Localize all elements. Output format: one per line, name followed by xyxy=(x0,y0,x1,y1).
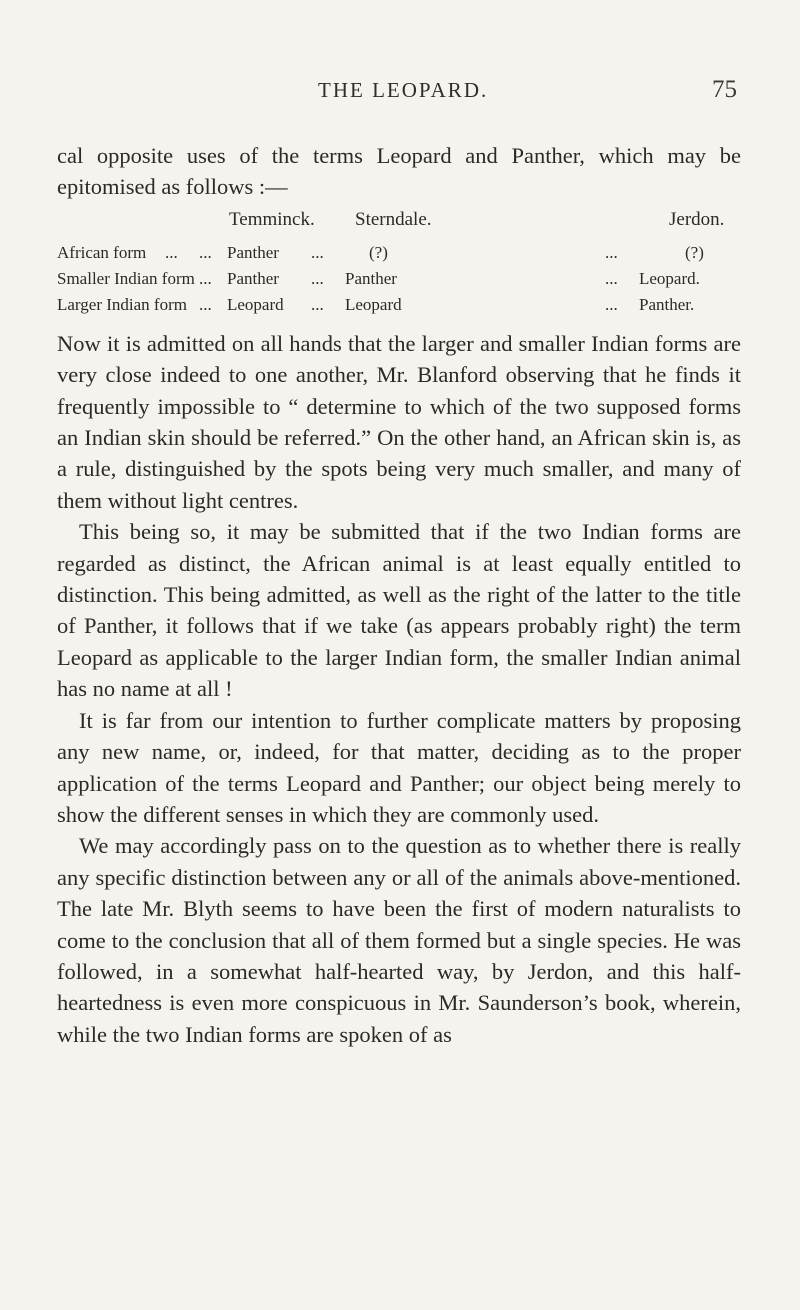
dot-leader: ... xyxy=(199,268,212,288)
dot-leader: ... xyxy=(311,268,324,288)
row-label: Smaller Indian form xyxy=(57,268,195,288)
cell-jerdon: (?) xyxy=(685,242,704,262)
cell-jerdon: Leopard. xyxy=(639,268,700,288)
dot-leader: ... xyxy=(199,242,212,262)
cell-temminck: Panther xyxy=(227,242,279,262)
row-label: African form xyxy=(57,242,147,262)
column-header-jerdon: Jerdon. xyxy=(669,208,725,230)
cell-temminck: Leopard xyxy=(227,294,284,314)
paragraph: This being so, it may be submitted that if the two Indian forms are regarded as distinct, the African animal is at least equally entitled to distinction. This being admitted, as well as the right of the latter to the title of Panther, it follows that if we take (as appears probably right) the term Leopard as applicable to the larger Indian form, the smaller Indian animal has no name at all ! xyxy=(57,519,741,702)
body-text xyxy=(57,140,741,1050)
table-row xyxy=(57,267,741,291)
dot-leader: ... xyxy=(605,242,618,262)
running-head xyxy=(0,78,800,108)
running-title: THE LEOPARD. xyxy=(318,78,489,102)
dot-leader: ... xyxy=(605,294,618,314)
terminology-table xyxy=(57,208,741,324)
dot-leader: ... xyxy=(311,242,324,262)
column-header-temminck: Temminck. xyxy=(229,208,315,230)
dot-leader: ... xyxy=(605,268,618,288)
cell-sterndale: Leopard xyxy=(345,294,402,314)
cell-temminck: Panther xyxy=(227,268,279,288)
column-header-sterndale: Sterndale. xyxy=(355,208,432,230)
paragraph: We may accordingly pass on to the question as to whether there is really any specific distinction between any or all of the animals above-mentioned. The late Mr. Blyth seems to have been the first of modern naturalists to come to the conclusion that all of them formed but a single species. He was followed, in a somewhat half-hearted way, by Jerdon, and this half-heartedness is even more conspicuous in Mr. Saunderson’s book, wherein, while the two Indian forms are spoken of as xyxy=(57,833,741,1047)
table-header-row xyxy=(57,208,741,232)
cell-sterndale: (?) xyxy=(369,242,388,262)
paragraph: It is far from our intention to further complicate matters by proposing any new name, or, indeed, for that matter, deciding as to the proper application of the terms Leopard and Panther; our object being merely to show the different senses in which they are commonly used. xyxy=(57,707,741,827)
lead-paragraph: cal opposite uses of the terms Leopard and Panther, which may be epitomised as follows :— xyxy=(57,143,741,200)
table-row xyxy=(57,293,741,317)
dot-leader: ... xyxy=(311,294,324,314)
page-number: 75 xyxy=(712,76,737,103)
row-label: Larger Indian form xyxy=(57,294,187,314)
dot-leader: ... xyxy=(199,294,212,314)
cell-sterndale: Panther xyxy=(345,268,397,288)
cell-jerdon: Panther. xyxy=(639,294,695,314)
paragraph: Now it is admitted on all hands that the larger and smaller Indian forms are very close indeed to one another, Mr. Blanford observing that he finds it frequently impossible to “ determine to which of the two supposed forms an Indian skin should be referred.” On the other hand, an African skin is, as a rule, distinguished by the spots being very much smaller, and many of them without light centres. xyxy=(57,330,741,513)
table-row xyxy=(57,241,741,265)
dot-leader: ... xyxy=(165,242,178,262)
